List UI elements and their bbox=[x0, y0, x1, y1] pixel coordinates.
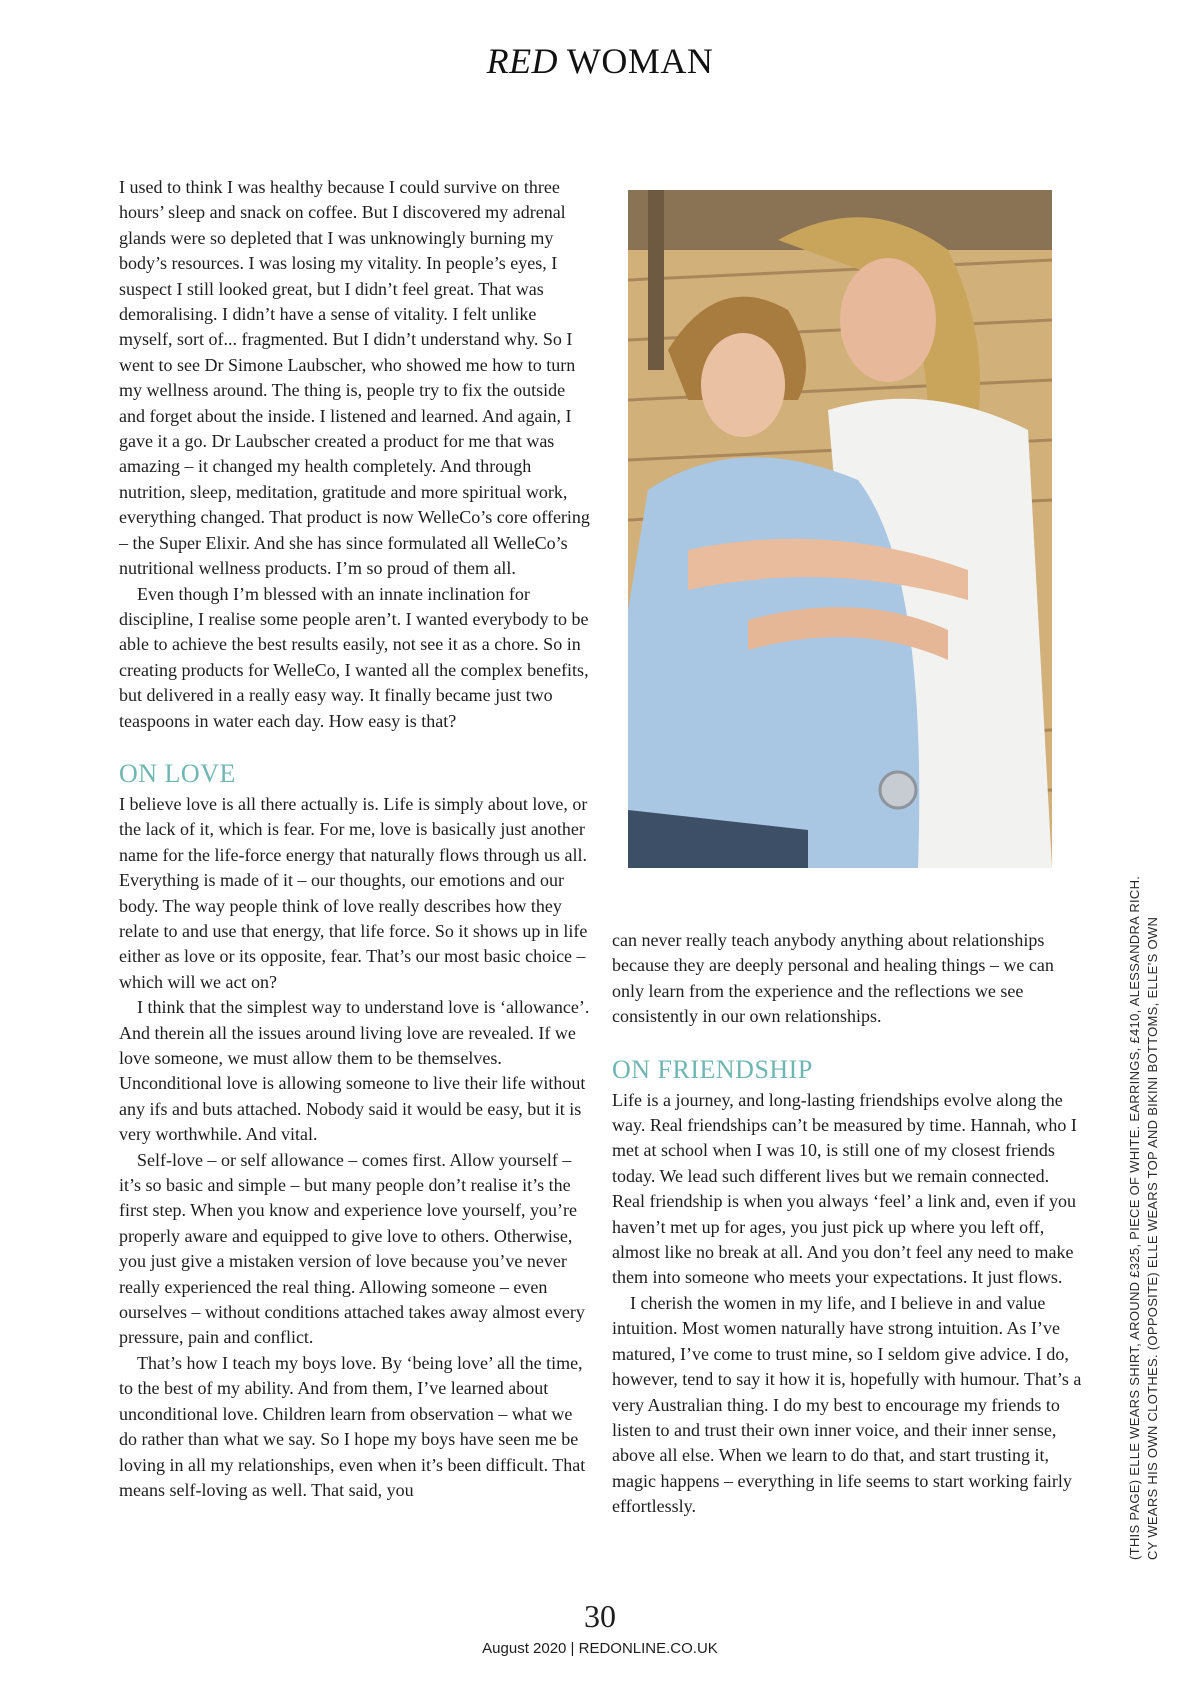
right-column bbox=[612, 928, 1082, 1520]
paragraph: I cherish the women in my life, and I believe in and value intuition. Most women naturally have strong intuition. As I’ve matured, I’ve come to trust mine, so I seldom give advice. I do, however, tend to say it how it is, hopefully with humour. That’s a very Australian thing. I do my best to encourage my friends to listen to and trust their own inner voice, and their inner sense, above all else. When we learn to do that, and start trusting it, magic happens – everything in life seems to start working fairly effortlessly. bbox=[612, 1292, 1082, 1517]
caption-line: CY WEARS HIS OWN CLOTHES. (OPPOSITE) ELLE WEARS TOP AND BIKINI BOTTOMS, ELLE’S OWN bbox=[1145, 916, 1160, 1560]
issue-footer: August 2020 | REDONLINE.CO.UK bbox=[482, 1640, 718, 1657]
paragraph: I used to think I was healthy because I could survive on three hours’ sleep and snack on coffee. But I discovered my adrenal glands were so depleted that I was unknowingly burning my body’s resources. I was losing my vitality. In people’s eyes, I suspect I still looked great, but I didn’t feel great. That was demoralising. I didn’t have a sense of vitality. I felt unlike myself, sort of... fragmented. But I didn’t understand why. So I went to see Dr Simone Laubscher, who showed me how to turn my wellness around. The thing is, people try to fix the outside and forget about the inside. I listened and learned. And again, I gave it a go. Dr Laubscher created a product for me that was amazing – it changed my health completely. And through nutrition, sleep, meditation, gratitude and more spiritual work, everything changed. That product is now WelleCo’s core offering – the Super Elixir. And she has since formulated all WelleCo’s nutritional wellness products. I’m so proud of them all. bbox=[119, 177, 590, 579]
paragraph: Life is a journey, and long-lasting friendships evolve along the way. Real friendships can’t be measured by time. Hannah, who I met at school when I was 10, is still one of my closest friends today. We lead such different lives but we remain connected. Real friendship is when you always ‘feel’ a link and, even if you haven’t met up for ages, you just pick up where you left off, almost like no break at all. And you don’t feel any need to make them into someone who meets your expectations. It just flows. bbox=[612, 1089, 1077, 1288]
masthead-woman: WOMAN bbox=[566, 41, 714, 81]
left-column bbox=[119, 175, 594, 1503]
paragraph: Even though I’m blessed with an innate inclination for discipline, I realise some people aren’t. I wanted everybody to be able to achieve the best results easily, not see it as a chore. So in creating products for WelleCo, I wanted all the complex benefits, but delivered in a really easy way. It finally became just two teaspoons in water each day. How easy is that? bbox=[119, 583, 589, 731]
caption-line: (THIS PAGE) ELLE WEARS SHIRT, AROUND £325, PIECE OF WHITE. EARRINGS, £410, ALESSANDRA RICH. bbox=[1127, 875, 1142, 1560]
masthead-red: RED bbox=[486, 41, 559, 81]
masthead bbox=[0, 40, 1200, 82]
photo-credit-caption bbox=[1126, 855, 1162, 1560]
page-number: 30 bbox=[584, 1598, 616, 1634]
feature-photo bbox=[628, 190, 1052, 868]
paragraph: That’s how I teach my boys love. By ‘being love’ all the time, to the best of my ability. And from them, I’ve learned about unconditional love. Children learn from observation – what we do rather than what we say. So I hope my boys have seen me be loving in all my relationships, even when it’s been difficult. That means self-loving as well. That said, you bbox=[119, 1352, 586, 1500]
section-heading-friendship: ON FRIENDSHIP bbox=[612, 1054, 813, 1084]
paragraph: I think that the simplest way to understand love is ‘allowance’. And therein all the issues around living love are revealed. If we love someone, we must allow them to be themselves. Unconditional love is allowing someone to live their life without any ifs and buts attached. Nobody said it would be easy, but it is very worthwhile. And vital. bbox=[119, 997, 590, 1145]
photo-illustration bbox=[628, 190, 1052, 868]
section-heading-love: ON LOVE bbox=[119, 758, 236, 788]
paragraph: I believe love is all there actually is. Life is simply about love, or the lack of it, which is fear. For me, love is basically just another name for the life-force energy that naturally flows through us all. Everything is made of it – our thoughts, our emotions and our body. The way people think of love really describes how they relate to and use that energy, that life force. So it shows up in life either as love or its opposite, fear. That’s our most basic choice – which will we act on? bbox=[119, 793, 588, 992]
paragraph: Self-love – or self allowance – comes first. Allow yourself – it’s so basic and simple – but many people don’t realise it’s the first step. When you know and experience love yourself, you’re properly aware and equipped to give love to others. Otherwise, you just give a mistaken version of love because you’ve never really experienced the real thing. Allowing someone – even ourselves – without conditions attached takes away almost every pressure, pain and conflict. bbox=[119, 1149, 585, 1348]
paragraph: can never really teach anybody anything about relationships because they are deeply personal and healing things – we can only learn from the experience and the reflections we see consistently in our own relationships. bbox=[612, 930, 1054, 1027]
